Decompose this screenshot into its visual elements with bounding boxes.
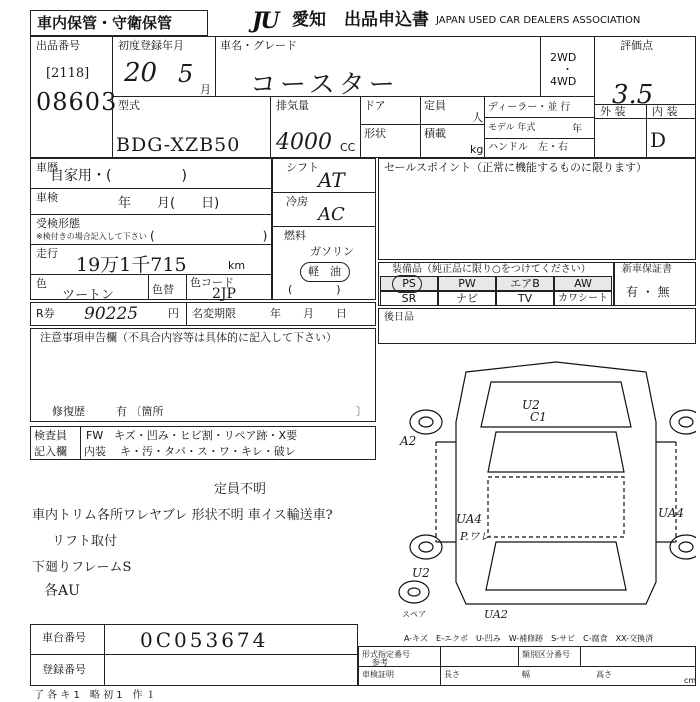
section-title: 車内保管・守衛保管 [37,14,173,32]
ju-logo-text: JU [252,8,278,34]
association-name: JAPAN USED CAR DEALERS ASSOCIATION [436,15,641,26]
fuel-paren: ( ) [288,283,341,296]
load-label: 積載 [424,127,446,140]
mark-u2-front: U2 [522,398,540,412]
load-unit: kg [470,143,484,156]
dealer-label: ディーラー・並 行 [488,102,571,113]
mark-u2-rear: U2 [412,566,430,580]
first-reg-label: 初度登録年月 [118,39,184,52]
interior-items-label: 内装 [84,445,106,458]
warranty-value: 有 ・ 無 [626,285,670,299]
drive-2wd: 2WD [550,51,577,64]
inspection-value: 年 月( 日) [118,196,220,211]
recycle-unit: 円 [168,307,179,320]
org-name: 愛知 [292,10,326,30]
receipt-note: ※検付きの場合記入して下さい [36,232,147,241]
capacity-unit: 人 [472,111,483,124]
mark-c1: C1 [530,410,547,424]
registration-number-label: 登録番号 [42,663,86,676]
mileage-value: 19万1千715 [76,254,187,276]
repair-value: 有 〔箇所 [116,405,164,418]
option-ps: PS [380,276,438,291]
note-line-1: 定員不明 [214,482,267,497]
drive-4wd: 4WD [550,75,577,88]
history-value: 自家用・( ) [50,168,187,184]
exterior-label: 外 装 [600,105,626,118]
cert-height: 高さ [596,670,612,679]
ps-circle [392,275,422,293]
recycle-label: R券 [36,307,55,320]
ac-value: AC [318,204,345,225]
model-year-label: モデル 年式 [488,123,536,133]
score-value: 3.5 [612,80,654,110]
name-change-value: 年 月 日 [270,307,347,320]
option-sr: SR [380,291,438,306]
mark-ua4-right: UA4 [658,506,685,520]
color-swap-label: 色替 [152,283,174,296]
chassis-value: 0C053674 [140,628,269,652]
first-reg-month: 5 [178,60,194,88]
form-title: 出品申込書 [344,10,429,30]
receipt-paren: ( ) [150,229,268,243]
ju-logo [252,8,292,34]
color-code-value: 2JP [212,286,236,302]
mark-ua2-rear: UA2 [484,608,508,621]
capacity-label: 定員 [424,99,446,112]
displacement-unit: CC [340,141,356,154]
note-line-2: 車内トリム各所ワレヤブレ 形状不明 車イス輸送車? [32,508,333,523]
mark-a2: A2 [400,434,417,448]
option-tv: TV [496,291,554,306]
option-navi: ナビ [438,291,496,306]
cert-label-2: 類別区分番号 [522,650,570,659]
fuel-gasoline: ガソリン [310,245,354,258]
door-label: ドア [364,99,386,112]
cert-label-3: 車検証明 [362,670,394,679]
fw-items: キズ・凹み・ヒビ割・リペア跡・X要 [114,429,298,442]
history-label: 車歴 [36,161,58,174]
repair-label: 修復歴 [52,405,85,418]
shift-label: シフト [286,161,319,174]
warranty-label: 新車保証書 [622,264,672,275]
color-label: 色 [36,277,47,290]
interior-label: 内 装 [652,105,678,118]
section-title-box [30,10,208,36]
cert-unit: cm [684,676,697,685]
first-reg-year: 20 [124,58,158,88]
cert-length: 長さ [444,670,460,679]
fw-label: FW [86,429,104,442]
mileage-unit: km [228,259,246,272]
repair-close: 〕 [356,405,367,418]
inspector-label: 検査員 [34,429,67,442]
cert-label-1: 形式指定番号 [362,650,410,659]
options-label: 装備品（純正品に限り○をつけてください） [392,264,591,275]
inspection-label: 車検 [36,191,58,204]
car-name-value: コースター [250,70,399,100]
later-label: 後日品 [384,312,414,323]
drive-dot: ・ [562,63,573,76]
diesel-circle [300,262,350,282]
note-line-5: 各AU [44,583,80,599]
shape-label: 形状 [364,127,386,140]
lot-number: 08603 [36,88,118,116]
displacement-value: 4000 [276,130,332,155]
month-unit: 月 [200,83,211,96]
fuel-label: 燃料 [284,229,306,242]
legend-text: A-キズ E-エクボ U-凹み W-補修跡 S-サビ C-腐食 XX-交換済 [404,634,654,643]
ac-label: 冷房 [286,195,308,208]
handle-label: ハンドル 左・右 [488,142,568,153]
option-seat: カワシート [554,291,612,306]
color-code-label: 色コード [190,276,234,289]
chassis-label: 車台番号 [42,631,86,644]
mark-ua4-center: UA4 [456,512,483,526]
lot-label: 出品番号 [36,39,80,52]
sales-point-label: セールスポイント（正常に機能するものに限ります） [384,161,648,174]
fill-label: 記入欄 [34,445,67,458]
lot-sub-number: [2118] [46,66,90,81]
model-value: BDG-XZB50 [116,134,241,156]
interior-score: D [650,128,667,152]
model-year-unit: 年 [572,124,582,135]
note-line-3: リフト取付 [52,534,118,549]
car-diagram [396,352,696,622]
color-value: ツートン [62,288,115,303]
shift-value: AT [318,168,345,192]
option-pw: PW [438,276,496,291]
mileage-label: 走行 [36,247,58,260]
spare-label: スペア [402,610,426,619]
score-label: 評価点 [620,39,653,52]
receipt-label: 受検形態 [36,217,80,230]
cert-width: 幅 [522,670,530,679]
notes-label: 注意事項申告欄（不具合内容等は具体的に記入して下さい） [40,331,337,344]
later-block [378,308,696,344]
model-label: 型式 [118,99,140,112]
interior-items: キ・汚・タバ・ス・ワ・キレ・破レ [120,445,296,458]
car-name-label: 車名・グレード [220,39,297,52]
cert-reference-1: 参考 [372,658,388,667]
bottom-row: 了 各 キ 1 略 初 1 作 １ [34,690,166,701]
displacement-label: 排気量 [276,99,309,112]
mark-p-ware: P.ワレ [460,530,491,543]
recycle-value: 90225 [84,304,139,324]
option-airbag: エアB [496,276,554,291]
fuel-diesel: 軽 油 [308,265,341,278]
note-line-4: 下廻りフレームS [32,560,132,575]
name-change-label: 名変期限 [192,307,236,320]
option-aw: AW [554,276,612,291]
